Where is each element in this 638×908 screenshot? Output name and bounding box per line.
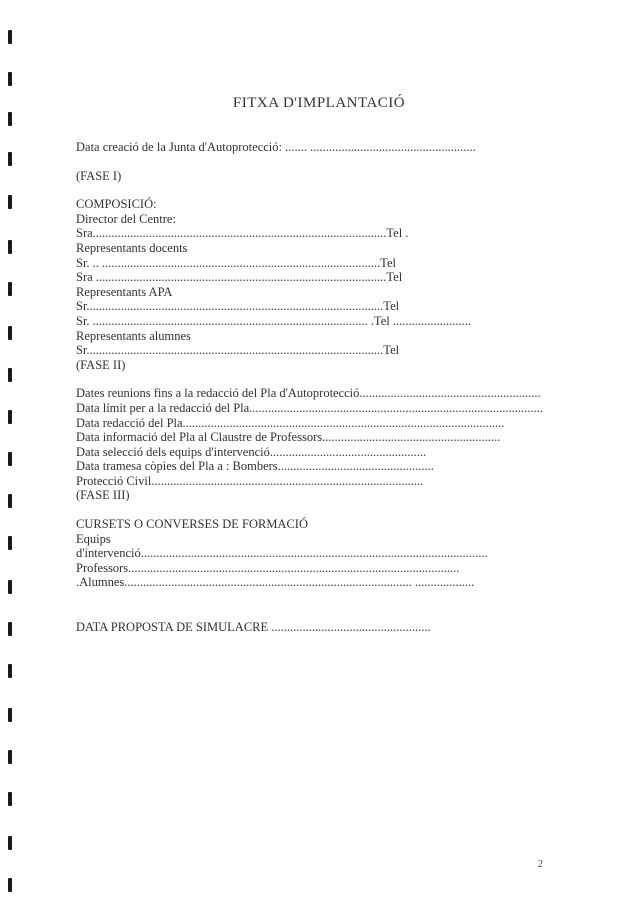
binding-mark [8,282,12,296]
page-number: 2 [537,858,543,870]
binding-mark [8,452,12,466]
binding-mark [8,878,12,892]
creation-date-line: Data creació de la Junta d'Autoprotecció: ....... ..................................................... [76,140,476,154]
apa-rep-line: Sr...............................................................................................Tel [76,299,400,314]
binding-mark [8,836,12,850]
binding-mark [8,368,12,382]
phase-1-heading: (FASE I) [76,168,122,183]
composition-heading: COMPOSICIÓ: [76,197,157,212]
form-body [76,140,556,635]
binding-mark [8,622,12,636]
teacher-rep-line: Sr. .. .........................................................................................Tel [76,255,396,270]
binding-mark [8,112,12,126]
binding-mark [8,240,12,254]
phase-3-heading: (FASE III) [76,488,130,503]
binding-mark [8,536,12,550]
binding-mark [8,664,12,678]
phase-2-heading: (FASE II) [76,357,126,372]
students-line: .Alumnes............................................................................................ ................... [76,575,475,590]
binding-mark [8,708,12,722]
teacher-rep-line: Sra .............................................................................................Tel [76,270,403,285]
apa-reps-label: Representants APA [76,284,173,299]
meeting-dates-line: Dates reunions fins a la redacció del Pla d'Autoprotecció.......................................................... [76,386,541,401]
teachers-line: Professors.......................................................................................................... [76,560,460,575]
binding-mark [8,750,12,764]
binding-mark [8,152,12,166]
binding-mark [8,30,12,44]
binding-mark [8,326,12,340]
deadline-line: Data límit per a la redacció del Pla.............................................................................................. [76,400,543,415]
binding-mark [8,494,12,508]
copies-sent-line: Data tramesa còpies del Pla a : Bombers.................................................. [76,459,434,474]
binding-mark [8,195,12,209]
teams-label: Equips [76,531,111,546]
training-heading: CURSETS O CONVERSES DE FORMACIÓ [76,517,308,532]
team-selection-line: Data selecció dels equips d'intervenció.................................................. [76,444,427,459]
page-title: FITXA D'IMPLANTACIÓ [232,95,406,111]
teacher-reps-label: Representants docents [76,240,188,255]
director-line: Sra..............................................................................................Tel . [76,226,409,241]
student-rep-line: Sr...............................................................................................Tel [76,343,400,358]
intervention-line: d'intervenció............................................................................................................... [76,546,488,561]
binding-mark [8,580,12,594]
binding-mark [8,410,12,424]
apa-rep-line: Sr. ........................................................................................ .Tel ......................... [76,313,471,328]
civil-protection-line: Protecció Civil....................................................................................... [76,473,424,488]
staff-briefing-line: Data informació del Pla al Claustre de Professors......................................................... [76,430,501,445]
director-label: Director del Centre: [76,211,176,226]
binding-mark [8,792,12,806]
binding-mark [8,72,12,86]
student-reps-label: Representants alumnes [76,328,191,343]
drill-date-line: DATA PROPOSTA DE SIMULACRE ................................................... [76,620,431,635]
drafting-date-line: Data redacció del Pla....................................................................................................... [76,415,505,430]
